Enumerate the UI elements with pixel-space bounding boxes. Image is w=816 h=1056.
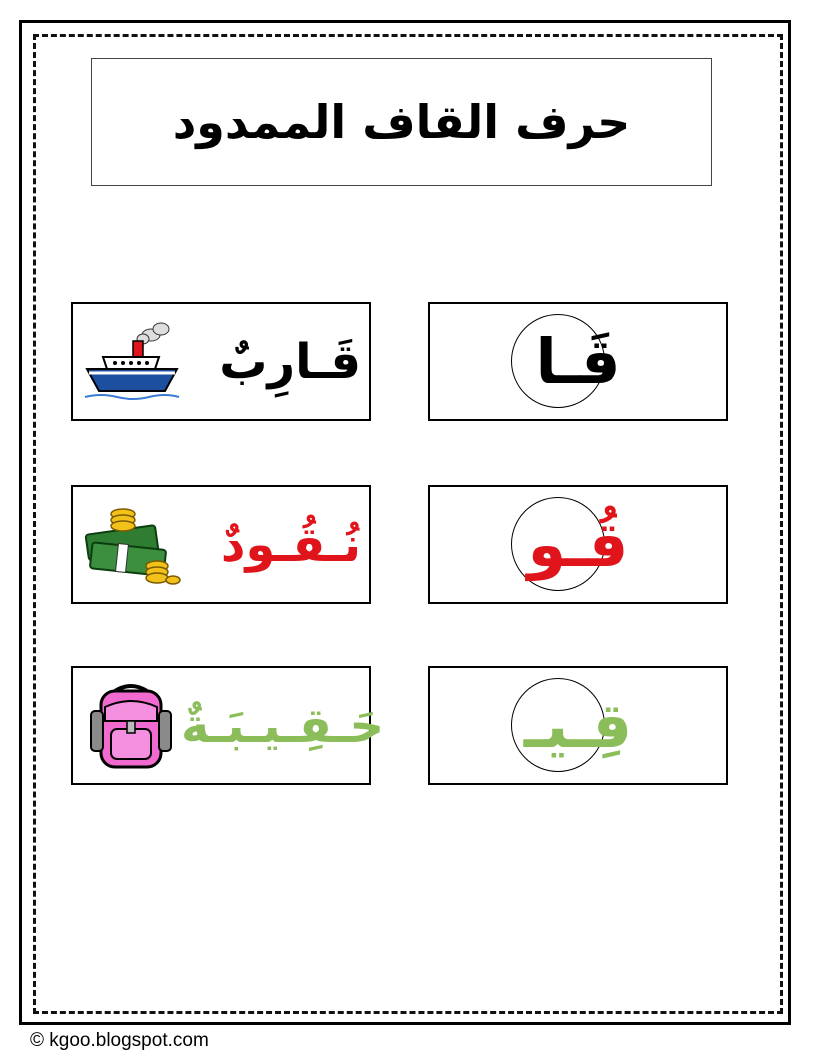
syllable-card-3	[428, 666, 728, 785]
boat-icon	[81, 317, 181, 407]
syllable-text: قُـو	[527, 508, 629, 581]
syllable-text: قِـيـ	[523, 689, 633, 762]
syllable-card-1	[428, 302, 728, 421]
syllable-text: قَـا	[535, 325, 621, 398]
title-box	[91, 58, 712, 186]
page-title: حرف القاف الممدود	[172, 95, 631, 149]
word-text: قَـارِبٌ	[219, 333, 361, 390]
copyright-credit: © kgoo.blogspot.com	[30, 1030, 209, 1051]
word-text: نُـقُـودٌ	[220, 516, 361, 573]
backpack-icon	[81, 681, 181, 771]
syllable-card-2	[428, 485, 728, 604]
word-card-1	[71, 302, 371, 421]
word-card-3	[71, 666, 385, 785]
money-icon	[81, 500, 181, 590]
word-text: حَـقِـيـبَـةٌ	[181, 697, 385, 754]
word-card-2	[71, 485, 371, 604]
